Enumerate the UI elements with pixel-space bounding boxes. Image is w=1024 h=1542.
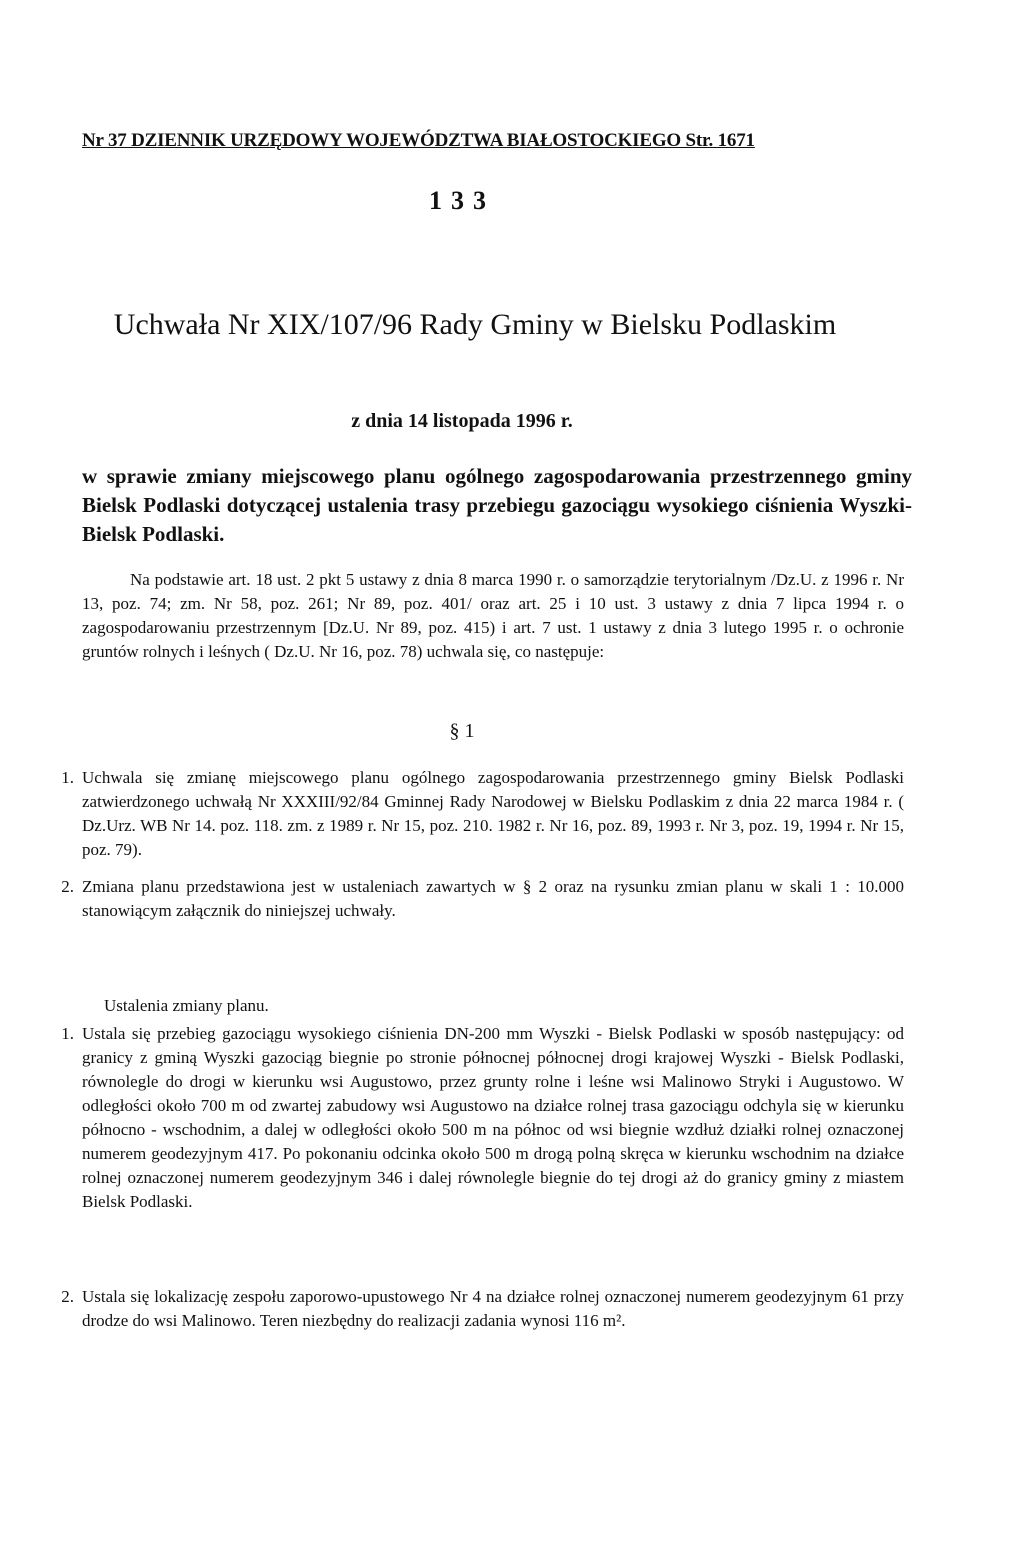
resolution-title: Uchwała Nr XIX/107/96 Rady Gminy w Bielsku Podlaskim: [113, 308, 837, 341]
settings-heading: Ustalenia zmiany planu.: [104, 996, 269, 1015]
journal-header: Nr 37 DZIENNIK URZĘDOWY WOJEWÓDZTWA BIAŁOSTOCKIEGO Str. 1671: [82, 130, 755, 151]
item-text: Ustala się przebieg gazociągu wysokiego ciśnienia DN-200 mm Wyszki - Bielsk Podlaski w sposób następujący: od granicy z gminą Wyszki gazociąg biegnie po stronie północnej północnej drogi krajowej Wyszki - Bielsk Podlaski, równolegle do drogi w kierunku wsi Augustowo, przez grunty rolne i leśne wsi Malinowo Stryki i Augustowo. W odległości około 700 m od zwartej zabudowy wsi Augustowo na działce rolnej trasa gazociągu odchyla się w kierunku północno - wschodnim, a dalej w odległości około 500 m na północ od wsi biegnie wzdłuż działki rolnej oznaczonej numerem geodezyjnym 417. Po pokonaniu odcinka około 500 m drogą polną skręca w kierunku wschodnim na działce rolnej oznaczonej numerem geodezyjnym 346 i dalej równolegle biegnie do tej drogi aż do granicy gminy z miastem Bielsk Podlaski.: [82, 1024, 904, 1211]
section-1-item-2: [61, 875, 904, 923]
resolution-date: z dnia 14 listopada 1996 r.: [351, 410, 573, 432]
item-text: Uchwala się zmianę miejscowego planu ogólnego zagospodarowania przestrzennego gminy Bielsk Podlaski zatwierdzonego uchwałą Nr XXXIII/92/84 Gminnej Rady Narodowej w Bielsku Podlaskim z dnia 22 marca 1984 r. ( Dz.Urz. WB Nr 14. poz. 118. zm. z 1989 r. Nr 15, poz. 210. 1982 r. Nr 16, poz. 89, 1993 r. Nr 3, poz. 19, 1994 r. Nr 15, poz. 79).: [82, 768, 904, 859]
item-number: 2.: [61, 877, 74, 896]
document-number: 133: [429, 186, 495, 215]
settings-item-2: [61, 1285, 904, 1333]
item-text: Zmiana planu przedstawiona jest w ustaleniach zawartych w § 2 oraz na rysunku zmian planu w skali 1 : 10.000 stanowiącym załącznik do niniejszej uchwały.: [82, 877, 904, 920]
item-text: Ustala się lokalizację zespołu zaporowo-upustowego Nr 4 na działce rolnej oznaczonej numerem geodezyjnym 61 przy drodze do wsi Malinowo. Teren niezbędny do realizacji zadania wynosi 116 m².: [82, 1287, 904, 1330]
legal-basis-paragraph: Na podstawie art. 18 ust. 2 pkt 5 ustawy z dnia 8 marca 1990 r. o samorządzie terytorialnym /Dz.U. z 1996 r. Nr 13, poz. 74; zm. Nr 58, poz. 261; Nr 89, poz. 401/ oraz art. 25 i 10 ust. 3 ustawy z dnia 7 lipca 1994 r. o zagospodarowaniu przestrzennym [Dz.U. Nr 89, poz. 415) i art. 7 ust. 1 ustawy z dnia 3 lutego 1995 r. o ochronie gruntów rolnych i leśnych ( Dz.U. Nr 16, poz. 78) uchwala się, co następuje:: [82, 570, 904, 661]
settings-item-1: [61, 1022, 904, 1214]
item-number: 1.: [61, 768, 74, 787]
resolution-subject: w sprawie zmiany miejscowego planu ogólnego zagospodarowania przestrzennego gminy Bielsk Podlaski dotyczącej ustalenia trasy przebiegu gazociągu wysokiego ciśnienia Wyszki- Bielsk Podlaski.: [82, 464, 912, 546]
item-number: 1.: [61, 1024, 74, 1043]
item-number: 2.: [61, 1287, 74, 1306]
section-1-item-1: [61, 766, 904, 862]
section-mark-1: § 1: [449, 720, 475, 742]
